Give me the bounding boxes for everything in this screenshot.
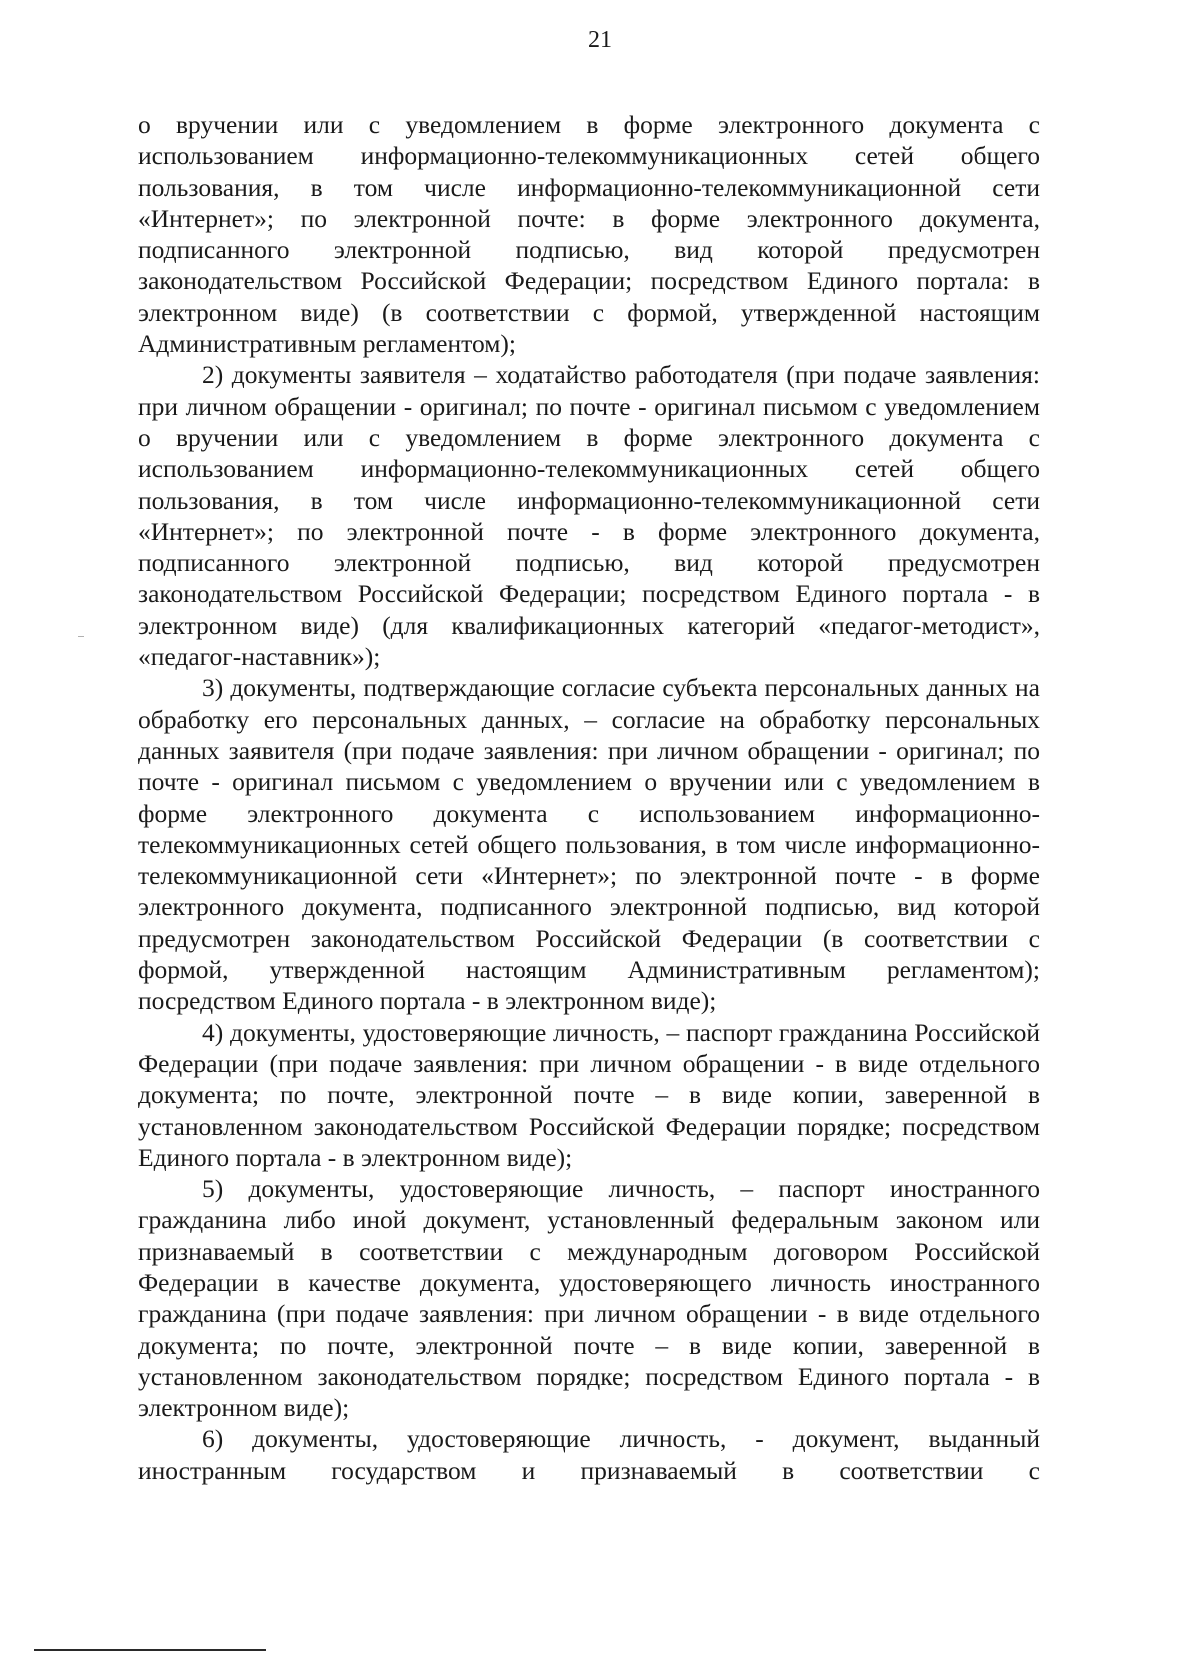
paragraph-continuation: о вручении или с уведомлением в форме электронного документа с использованием информационно-телекоммуникационных сетей общего пользования, в том числе информационно-телекоммуникационной сети «Интернет»; по электронной почте: в форме электронного документа, подписанного электронной подписью, вид которой предусмотрен законодательством Российской Федерации; посредством Единого портала: в электронном виде) (в соответствии с формой, утвержденной настоящим Административным регламентом); xyxy=(138,110,1040,359)
document-body xyxy=(138,109,1040,1486)
paragraph-item-2: 2) документы заявителя – ходатайство работодателя (при подаче заявления: при личном обращении - оригинал; по почте - оригинал письмом с уведомлением о вручении или с уведомлением в форме электронного документа с использованием информационно-телекоммуникационных сетей общего пользования, в том числе информационно-телекоммуникационной сети «Интернет»; по электронной почте - в форме электронного документа, подписанного электронной подписью, вид которой предусмотрен законодательством Российской Федерации; посредством Единого портала - в электронном виде) (для квалификационных категорий «педагог-методист», «педагог-наставник»); xyxy=(138,360,1040,672)
paragraph-item-6: 6) документы, удостоверяющие личность, - документ, выданный иностранным государством и признаваемый в соответствии с xyxy=(138,1424,1040,1485)
margin-mark xyxy=(78,636,84,637)
paragraph-item-3: 3) документы, подтверждающие согласие субъекта персональных данных на обработку его персональных данных, – согласие на обработку персональных данных заявителя (при подаче заявления: при личном обращении - оригинал; по почте - оригинал письмом с уведомлением о вручении или с уведомлением в форме электронного документа с использованием информационно-телекоммуникационных сетей общего пользования, в том числе информационно-телекоммуникационной сети «Интернет»; по электронной почте - в форме электронного документа, подписанного электронной подписью, вид которой предусмотрен законодательством Российской Федерации (в соответствии с формой, утвержденной настоящим Административным регламентом); посредством Единого портала - в электронном виде); xyxy=(138,673,1040,1016)
footnote-rule xyxy=(34,1649,266,1651)
paragraph-item-5: 5) документы, удостоверяющие личность, – паспорт иностранного гражданина либо иной документ, установленный федеральным законом или признаваемый в соответствии с международным договором Российской Федерации в качестве документа, удостоверяющего личность иностранного гражданина (при подаче заявления: при личном обращении - в виде отдельного документа; по почте, электронной почте – в виде копии, заверенной в установленном законодательством порядке; посредством Единого портала - в электронном виде); xyxy=(138,1174,1040,1423)
page-number: 21 xyxy=(588,27,612,53)
paragraph-item-4: 4) документы, удостоверяющие личность, – паспорт гражданина Российской Федерации (при подаче заявления: при личном обращении - в виде отдельного документа; по почте, электронной почте – в виде копии, заверенной в установленном законодательством Российской Федерации порядке; посредством Единого портала - в электронном виде); xyxy=(138,1017,1040,1172)
